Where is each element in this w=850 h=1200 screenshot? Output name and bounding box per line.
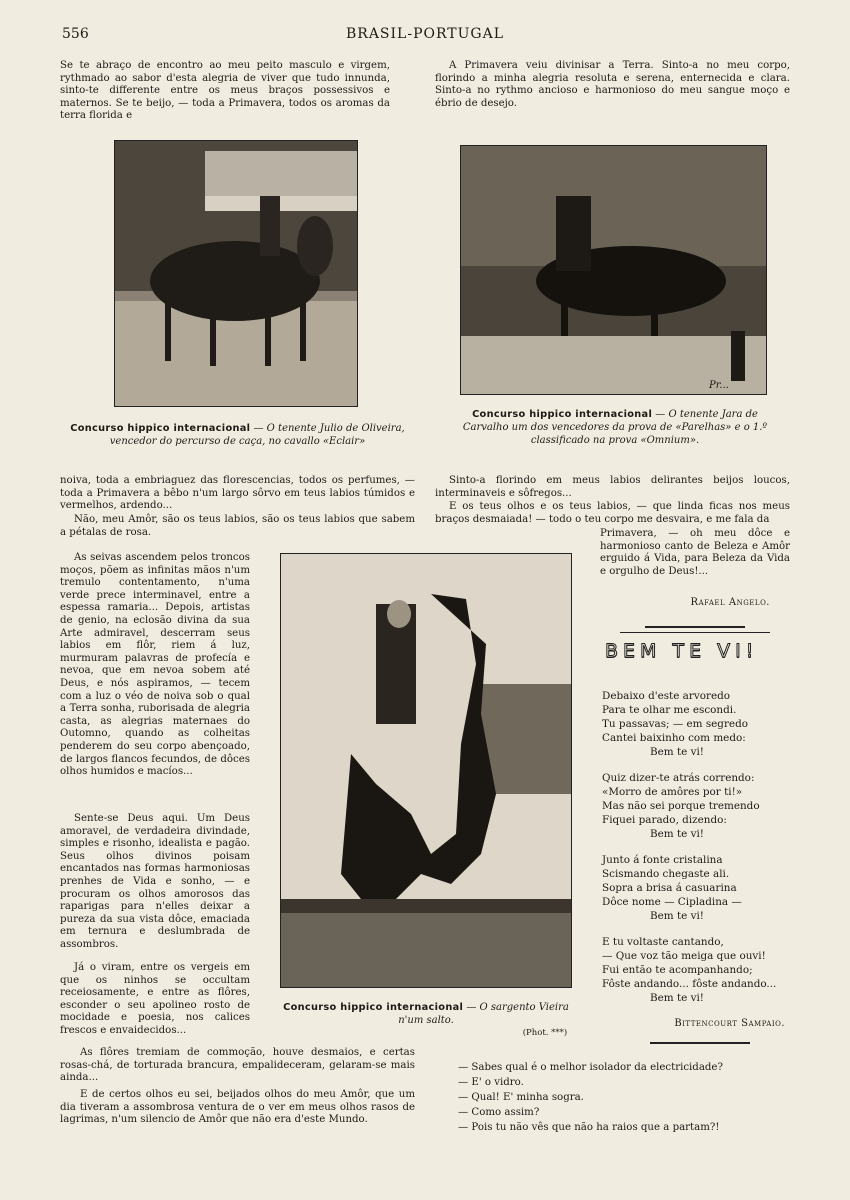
page-title: BRASIL-PORTUGAL [345, 26, 504, 42]
poem-line: «Morro de amôres por ti!» [602, 786, 743, 798]
photo3-credit: (Phot. ***) [522, 1028, 568, 1038]
poem-line: Fui então te acompanhando; [602, 964, 753, 976]
top-right-paragraph: A Primavera veiu divinisar a Terra. Sinto-a no meu corpo, florindo a minha alegria resoluta e serena, enternecida e clara. Sinto-a no rythmo ancioso e harmonioso do meu sangue moço e ébrio de desejo. [435, 60, 790, 109]
poem-bottom-rule [650, 1042, 750, 1044]
poem-line: Mas não sei porque tremendo [602, 800, 760, 812]
poem-line: Scismando chegaste ali. [602, 868, 730, 880]
poem-refrain: Bem te vi! [650, 992, 704, 1004]
photo3-caption [280, 1001, 572, 1027]
poem-line: Fiquei parado, dizendo: [602, 814, 727, 826]
photo3-caption-title: Concurso hippico internacional [283, 1002, 464, 1013]
mid-right-paragraph-2: E os teus olhos e os teus labios, — que linda ficas nos meus braços desmaiada! — todo o teu corpo me desvaira, e me fala da [435, 501, 790, 525]
mid-right-paragraph-3: Primavera, — oh meu dôce e harmonioso canto de Beleza e Amôr erguido á Vida, para Beleza da Vida e orgulho de Deus!... [600, 528, 790, 577]
photo2-caption-title: Concurso hippico internacional [472, 409, 653, 420]
mid-right-paragraph: Sinto-a florindo em meus labios delirantes beijos loucos, interminaveis e sôfregos... [435, 475, 790, 499]
photo2-signature: Pr... [709, 380, 729, 391]
dialogue-line: — Sabes qual é o melhor isolador da electricidade? [458, 1062, 723, 1073]
poem-line: Tu passavas; — em segredo [602, 718, 748, 730]
dialogue-line: — Qual! E' minha sogra. [458, 1092, 584, 1103]
poem-line: Sopra a brisa á casuarina [602, 882, 737, 894]
bottom-left-paragraph-1: As flôres tremiam de commoção, houve desmaios, e certas rosas-chá, de torturada brancura, empalideceram, gelaram-se mais ainda... [60, 1047, 415, 1084]
page-number: 556 [62, 26, 89, 42]
author-rafael-angelo: Rafael Angelo. [690, 597, 770, 608]
photo2-caption [455, 408, 775, 447]
poem-top-rule-thin [620, 632, 770, 633]
poem-line: Quiz dizer-te atrás correndo: [602, 772, 755, 784]
poem-refrain: Bem te vi! [650, 828, 704, 840]
photo3-caption-text: — O sargento Vieira n'um salto. [398, 1002, 569, 1026]
poem-line: Junto á fonte cristalina [602, 854, 723, 866]
poem-line: — Que voz tão meiga que ouvi! [602, 950, 766, 962]
poem-refrain: Bem te vi! [650, 910, 704, 922]
poem-line: Cantei baixinho com medo: [602, 732, 746, 744]
photo-julio-de-oliveira [114, 140, 358, 407]
mid-left-paragraph-2: Não, meu Amôr, são os teus labios, são os teus labios que sabem a pétalas de rosa. [60, 514, 415, 538]
photo1-caption-title: Concurso hippico internacional [70, 423, 251, 434]
bottom-left-paragraph-2: E de certos olhos eu sei, beijados olhos do meu Amôr, que um dia tiveram a assombrosa ventura de o ver em meus olhos rasos de lagrimas, n'um silencio de Amôr que não era d'este Mundo. [60, 1089, 415, 1126]
mid-left-paragraph: noiva, toda a embriaguez das florescencias, todos os perfumes, — toda a Primavera a bêbo n'um largo sôrvo em teus labios túmidos e vermelhos, ardendo... [60, 475, 415, 512]
photo2-caption-text: — O tenente Jara de Carvalho um dos vencedores da prova de «Parelhas» e o 1.º classificado na prova «Omnium». [462, 409, 768, 446]
left-column-paragraph-3: Já o viram, entre os vergeis em que os ninhos se occultam receiosamente, e entre as flôres, esconder o seu apolineo rosto de mocidade e poesia, nos calices frescos e envaidecidos... [60, 962, 250, 1036]
photo-jara-de-carvalho [460, 145, 767, 395]
poem-line: Fôste andando... fôste andando... [602, 978, 777, 990]
photo1-caption-text: — O tenente Julio de Oliveira, vencedor do percurso de caça, no cavallo «Eclair» [109, 423, 405, 447]
dialogue-line: — E' o vidro. [458, 1077, 524, 1088]
poem-line: Dôce nome — Cipladina — [602, 896, 742, 908]
poem-title: BEM TE VI! [605, 640, 759, 662]
poem-author: Bittencourt Sampaio. [674, 1018, 785, 1029]
left-column-paragraph-1: As seivas ascendem pelos troncos moços, põem as infinitas mãos n'um tremulo contentamento, n'uma verde prece interminavel, entre a espessa ramaria... Depois, artistas de genio, na eclosão divina da sua Arte admiravel, descerram seus labios em flôr, riem á luz, murmuram palavras de profecía e nevoa, que em nevoa sobem até Deus, e nós aspiramos, — tecem com a luz o véo de noiva sob o qual a Terra sonha, ruborisada de alegria casta, as alegrias maternaes do Outomno, quando as colheitas penderem do seu corpo abençoado, de largos flancos fecundos, de dôces olhos humidos e macíos... [60, 552, 250, 778]
poem-line: Debaixo d'este arvoredo [602, 690, 730, 702]
poem-line: Para te olhar me escondi. [602, 704, 737, 716]
poem-refrain: Bem te vi! [650, 746, 704, 758]
left-column-paragraph-2: Sente-se Deus aqui. Um Deus amoravel, de verdadeira divindade, simples e risonho, idealista e pagão. Seus olhos divinos poisam encantados nas formas harmoniosas prenhes de Vida e sonho, — e procuram os olhos amorosos das raparigas para n'elles deixar a pureza da sua vista dôce, emaciada em ternura e deslumbrada de assombros. [60, 813, 250, 950]
photo1-caption [60, 422, 415, 448]
poem-line: E tu voltaste cantando, [602, 936, 724, 948]
poem-top-rule [645, 626, 745, 628]
photo-sargento-vieira [280, 553, 572, 988]
dialogue-line: — Como assim? [458, 1107, 540, 1118]
top-left-paragraph: Se te abraço de encontro ao meu peito masculo e virgem, rythmado ao sabor d'esta alegria de viver que tudo innunda, sinto-te differente entre os meus braços possessivos e maternos. Se te beijo, — toda a Primavera, todos os aromas da terra florida e [60, 60, 390, 122]
dialogue-line: — Pois tu não vês que não ha raios que a partam?! [458, 1122, 720, 1133]
